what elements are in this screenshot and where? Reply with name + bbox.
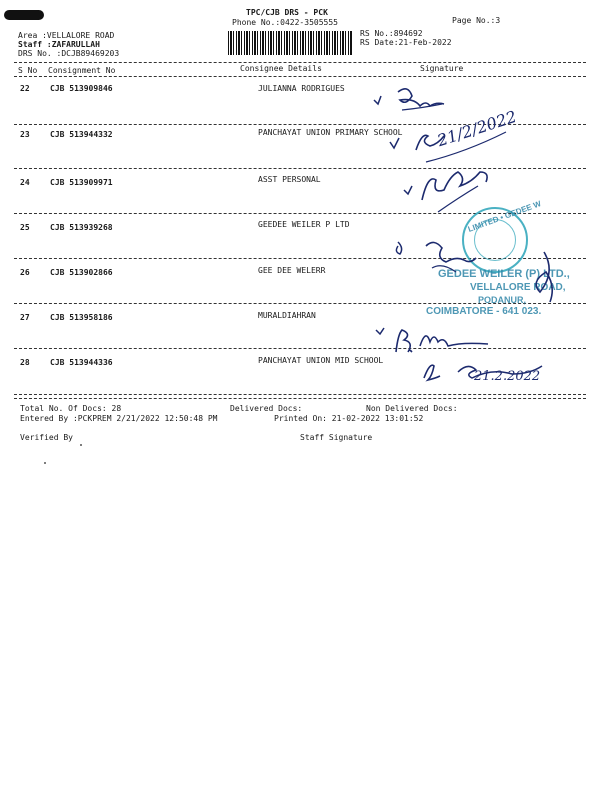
row-consignee: MURALDIAHRAN	[258, 311, 316, 320]
redaction-blot	[4, 10, 44, 20]
row-consignee: GEEDEE WEILER P LTD	[258, 220, 350, 229]
total-docs: Total No. Of Docs: 28	[20, 404, 122, 413]
scan-speck	[44, 462, 46, 464]
page-number: Page No.:3	[452, 16, 501, 25]
row-sno: 26	[20, 268, 30, 277]
delivered-docs: Delivered Docs:	[230, 404, 303, 413]
handwritten-date-23: 21/2/2022	[434, 106, 519, 151]
col-signature: Signature	[420, 64, 464, 73]
scan-speck	[80, 444, 82, 446]
handwritten-date-28: 21.2.2022	[474, 369, 541, 384]
row-consignment: CJB 513909971	[50, 178, 113, 187]
stamp-company: GEDEE WEILER (P) LTD.,	[438, 268, 570, 280]
signature-26	[524, 248, 564, 308]
signature-24	[398, 160, 508, 220]
col-consignment: Consignment No	[48, 66, 116, 75]
signature-22	[370, 80, 460, 120]
row-consignee: JULIANNA RODRIGUES	[258, 84, 345, 93]
stamp-city: COIMBATORE - 641 023.	[426, 306, 542, 317]
divider	[14, 62, 586, 63]
printed-on: Printed On: 21-02-2022 13:01:52	[274, 414, 424, 423]
phone-number: Phone No.:0422-3505555	[232, 18, 338, 27]
row-sno: 23	[20, 130, 30, 139]
col-consignee: Consignee Details	[240, 64, 322, 73]
divider	[14, 76, 586, 77]
signature-25	[392, 232, 482, 282]
row-sno: 28	[20, 358, 30, 367]
row-consignment: CJB 513944332	[50, 130, 113, 139]
report-title: TPC/CJB DRS - PCK	[246, 8, 328, 17]
stamp-area: PODANUR,	[478, 295, 527, 305]
entered-by: Entered By :PCKPREM 2/21/2022 12:50:48 PM	[20, 414, 218, 423]
row-sno: 25	[20, 223, 30, 232]
verified-by: Verified By	[20, 433, 73, 442]
row-sno: 27	[20, 313, 30, 322]
row-consignment: CJB 513939268	[50, 223, 113, 232]
staff-name: Staff :ZAFARULLAH	[18, 40, 100, 49]
barcode	[228, 31, 353, 55]
row-consignment: CJB 513909846	[50, 84, 113, 93]
row-consignment: CJB 513958186	[50, 313, 113, 322]
row-consignment: CJB 513944336	[50, 358, 113, 367]
row-divider	[14, 398, 586, 399]
staff-signature: Staff Signature	[300, 433, 373, 442]
row-sno: 24	[20, 178, 30, 187]
drs-number: DRS No. :DCJB89469203	[18, 49, 120, 58]
seal-ring-text: LIMITED • GEDEE W	[466, 199, 543, 234]
area-label: Area :VELLALORE ROAD	[18, 31, 115, 40]
rs-number: RS No.:894692	[360, 29, 423, 38]
row-consignee: ASST PERSONAL	[258, 175, 321, 184]
row-sno: 22	[20, 84, 30, 93]
non-delivered-docs: Non Delivered Docs:	[366, 404, 458, 413]
row-consignee: PANCHAYAT UNION PRIMARY SCHOOL	[258, 128, 403, 137]
rs-date: RS Date:21-Feb-2022	[360, 38, 452, 47]
row-consignee: GEE DEE WELERR	[258, 266, 326, 275]
col-sno: S No	[18, 66, 38, 75]
row-consignment: CJB 513902866	[50, 268, 113, 277]
row-consignee: PANCHAYAT UNION MID SCHOOL	[258, 356, 384, 365]
stamp-road: VELLALORE ROAD,	[470, 282, 566, 293]
